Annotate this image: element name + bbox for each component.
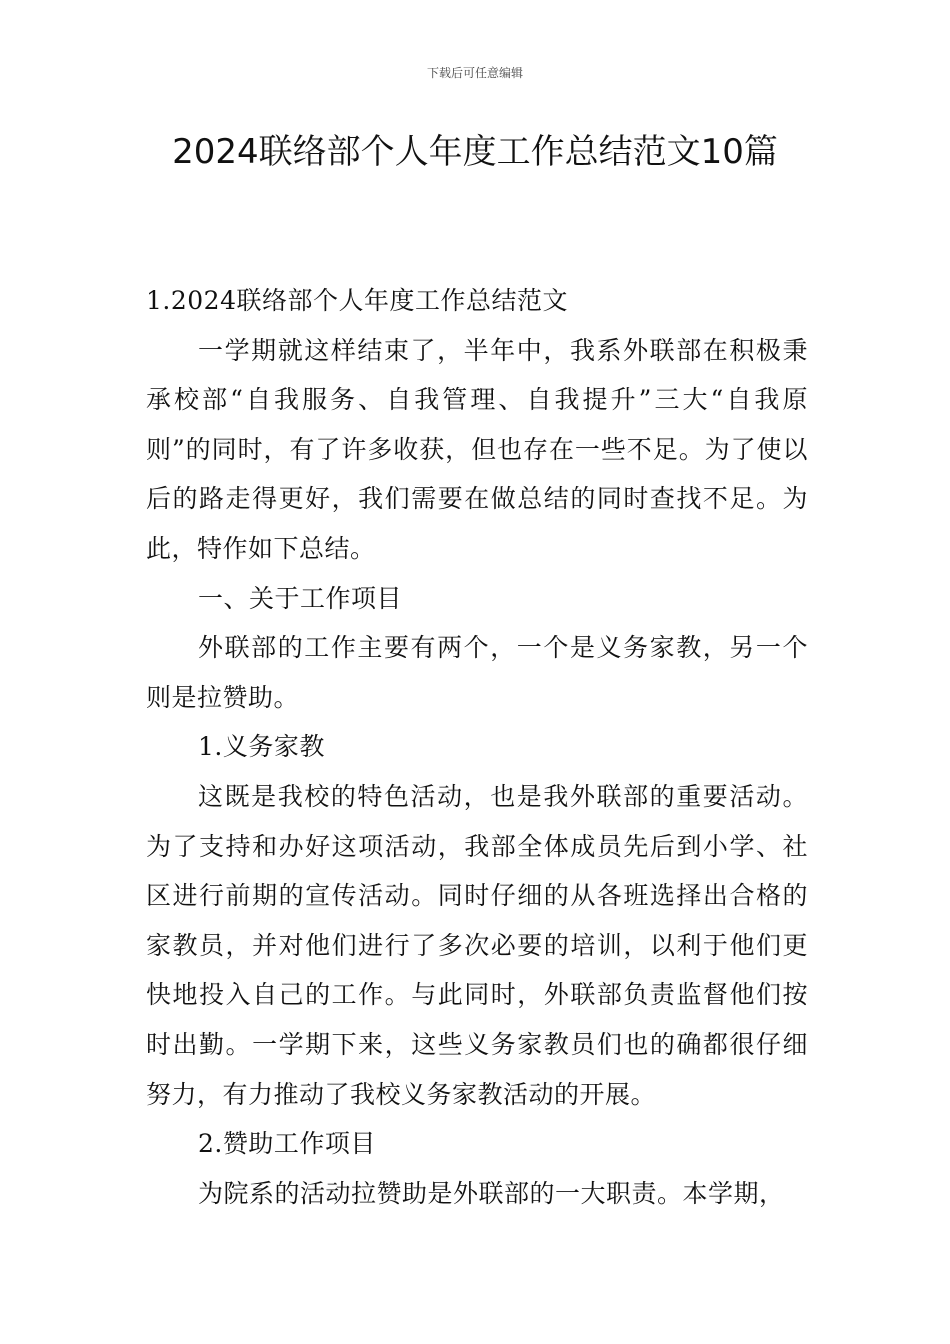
subsection-heading: 一、关于工作项目 bbox=[198, 583, 403, 613]
document-body bbox=[146, 276, 808, 1218]
paragraph: 外联部的工作主要有两个，一个是义务家教，另一个则是拉赞助。 bbox=[146, 633, 808, 712]
paragraph: 一学期就这样结束了，半年中，我系外联部在积极秉承校部“自我服务、自我管理、自我提升”三大“自我原则”的同时，有了许多收获，但也存在一些不足。为了使以后的路走得更好，我们需要在做总结的同时查找不足。为此，特作如下总结。 bbox=[146, 335, 808, 563]
document-title: 2024联络部个人年度工作总结范文10篇 bbox=[172, 132, 778, 172]
item-heading-1: 1.义务家教 bbox=[198, 732, 325, 762]
page-header: 下载后可任意编辑 bbox=[426, 66, 523, 80]
paragraph: 为院系的活动拉赞助是外联部的一大职责。本学期， bbox=[198, 1178, 785, 1208]
section-heading-1: 1.2024联络部个人年度工作总结范文 bbox=[146, 286, 568, 315]
paragraph: 这既是我校的特色活动，也是我外联部的重要活动。为了支持和办好这项活动，我部全体成员先后到小学、社区进行前期的宣传活动。同时仔细的从各班选择出合格的家教员，并对他们进行了多次必要的培训，以利于他们更快地投入自己的工作。与此同时，外联部负责监督他们按时出勤。一学期下来，这些义务家教员们也的确都很仔细努力，有力推动了我校义务家教活动的开展。 bbox=[146, 781, 808, 1109]
item-heading-2: 2.赞助工作项目 bbox=[198, 1129, 376, 1159]
